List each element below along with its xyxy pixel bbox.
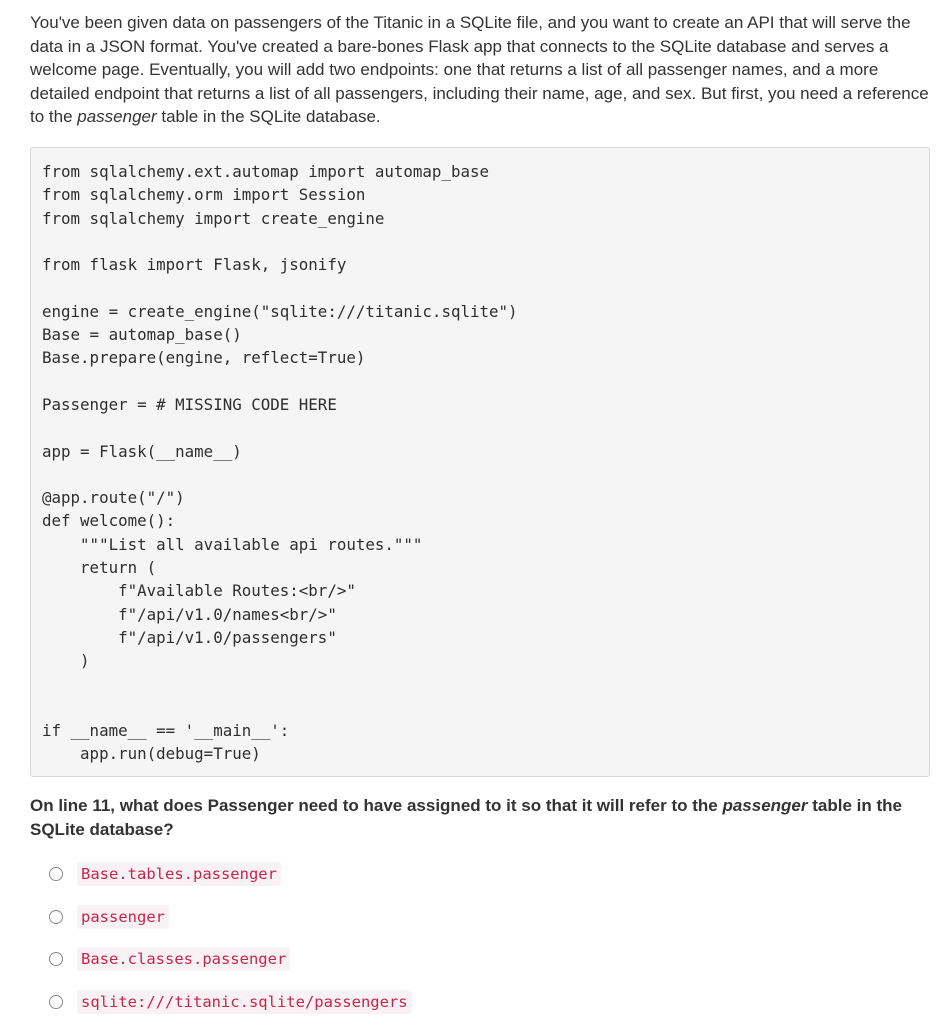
code-line xyxy=(42,276,929,299)
answer-option-3[interactable] xyxy=(49,945,929,973)
radio-button[interactable] xyxy=(49,952,63,966)
code-line xyxy=(42,370,929,393)
code-line: from sqlalchemy import create_engine xyxy=(42,208,385,228)
code-line xyxy=(42,230,929,253)
code-line: Passenger = # MISSING CODE HERE xyxy=(42,394,337,414)
question-text-start: On line 11, what does Passenger need to have assigned to it so that it will refer to the xyxy=(30,796,723,815)
code-line: from sqlalchemy.ext.automap import automap_base xyxy=(42,162,489,181)
code-block xyxy=(30,147,930,777)
answer-option-label[interactable]: Base.tables.passenger xyxy=(77,862,281,886)
code-line xyxy=(42,696,929,719)
answer-option-2[interactable] xyxy=(49,903,929,931)
question-text xyxy=(30,794,930,842)
code-line: f"/api/v1.0/passengers" xyxy=(42,627,337,647)
code-line: return ( xyxy=(42,558,157,578)
code-line: Base = automap_base() xyxy=(42,325,242,345)
intro-text-start: You've been given data on passengers of the Titanic in a SQLite file, and you want to create an API that will serve the data in a JSON format. You've created a bare-bones Flask app that connects to the SQLite database and serves a welcome page. Eventually, you will add two endpoints: one that returns a list of all passenger names, and a more detailed endpoint that returns a list of all passengers, including their name, age, and sex. But first, you need a reference to the xyxy=(30,13,929,126)
code-line: def welcome(): xyxy=(42,511,176,531)
question-text-end: table in the SQLite database? xyxy=(30,796,902,839)
code-line: from sqlalchemy.orm import Session xyxy=(42,185,366,205)
code-line: f"/api/v1.0/names<br/>" xyxy=(42,604,337,624)
answer-option-label[interactable]: passenger xyxy=(77,905,169,929)
code-line: @app.route("/") xyxy=(42,488,185,508)
answer-option-label[interactable]: sqlite:///titanic.sqlite/passengers xyxy=(77,990,412,1014)
code-line xyxy=(42,673,929,696)
intro-emphasis: passenger xyxy=(77,107,157,126)
code-line: from flask import Flask, jsonify xyxy=(42,255,347,275)
code-line xyxy=(42,463,929,486)
intro-paragraph xyxy=(30,11,935,129)
code-line: if __name__ == '__main__': xyxy=(42,721,290,741)
code-line: f"Available Routes:<br/>" xyxy=(42,581,356,601)
answer-option-1[interactable] xyxy=(49,860,929,888)
answer-option-label[interactable]: Base.classes.passenger xyxy=(77,947,290,971)
code-line: engine = create_engine("sqlite:///titanic.sqlite") xyxy=(42,301,518,321)
question-emphasis: passenger xyxy=(722,796,808,815)
code-line: """List all available api routes.""" xyxy=(42,534,423,554)
radio-button[interactable] xyxy=(49,867,63,881)
answer-options xyxy=(49,860,929,1030)
code-line: Base.prepare(engine, reflect=True) xyxy=(42,348,366,368)
radio-button[interactable] xyxy=(49,995,63,1009)
answer-option-4[interactable] xyxy=(49,988,929,1016)
code-line: app.run(debug=True) xyxy=(42,744,261,764)
code-line: ) xyxy=(42,651,90,671)
code-line xyxy=(42,416,929,439)
radio-button[interactable] xyxy=(49,910,63,924)
intro-text-end: table in the SQLite database. xyxy=(156,107,381,126)
code-line: app = Flask(__name__) xyxy=(42,441,242,461)
